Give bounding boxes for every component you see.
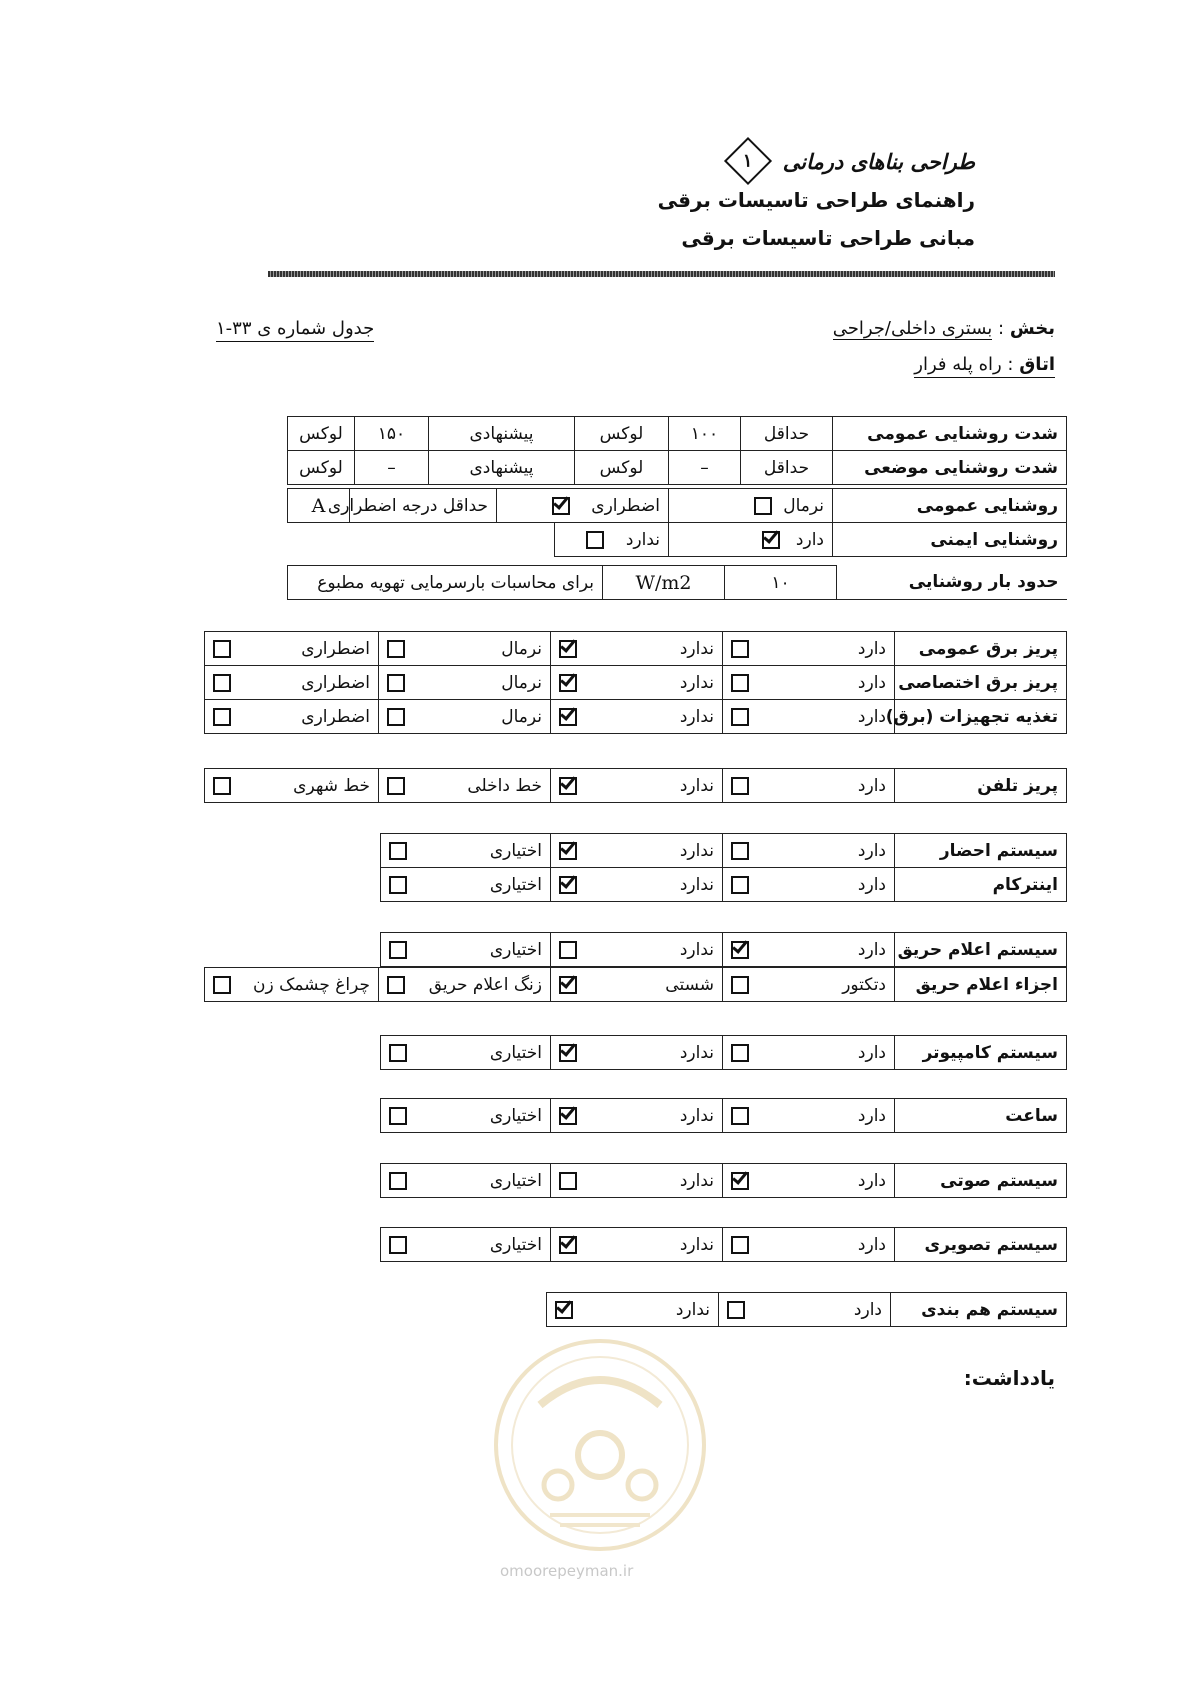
table-row: سیستم هم بندی دارد ندارد bbox=[547, 1293, 1067, 1327]
table-row: شدت روشنایی عمومی حداقل ۱۰۰ لوکس پیشنهادی ۱۵۰ لوکس bbox=[288, 417, 1067, 451]
checkbox[interactable] bbox=[213, 674, 231, 692]
checkbox[interactable] bbox=[213, 708, 231, 726]
checkbox[interactable] bbox=[559, 1107, 577, 1125]
table-row: پریز برق اختصاصی دارد ندارد نرمال اضطراری bbox=[205, 666, 1067, 700]
emergency-table bbox=[287, 488, 1067, 523]
table-row: تغذیه تجهیزات (برق) دارد ندارد نرمال اضطراری bbox=[205, 700, 1067, 734]
checkbox[interactable] bbox=[559, 1172, 577, 1190]
computer-table bbox=[380, 1035, 1067, 1070]
checkbox[interactable] bbox=[555, 1301, 573, 1319]
checkbox[interactable] bbox=[387, 708, 405, 726]
doc-subtitle-2: مبانی طراحی تاسیسات برقی bbox=[681, 226, 975, 250]
checkbox[interactable] bbox=[731, 708, 749, 726]
checkbox[interactable] bbox=[389, 876, 407, 894]
table-row: ساعت دارد ندارد اختیاری bbox=[381, 1099, 1067, 1133]
checkbox[interactable] bbox=[387, 674, 405, 692]
safety-no-checkbox[interactable] bbox=[586, 531, 604, 549]
checkbox[interactable] bbox=[731, 640, 749, 658]
checkbox[interactable] bbox=[213, 777, 231, 795]
checkbox[interactable] bbox=[731, 1172, 749, 1190]
checkbox[interactable] bbox=[731, 1044, 749, 1062]
table-row: روشنایی عمومی نرمال اضطراری حداقل درجه اضطراری A bbox=[288, 489, 1067, 523]
emergency-checkbox[interactable] bbox=[552, 497, 570, 515]
video-table bbox=[380, 1227, 1067, 1262]
table-row: سیستم اعلام حریق دارد ندارد اختیاری bbox=[381, 933, 1067, 967]
table-row: پریز تلفن دارد ندارد خط داخلی خط شهری bbox=[205, 769, 1067, 803]
call-table bbox=[380, 833, 1067, 902]
number-badge: ۱ bbox=[724, 137, 772, 185]
fire-table bbox=[380, 932, 1067, 967]
checkbox[interactable] bbox=[389, 1236, 407, 1254]
table-row: اجزاء اعلام حریق دتکتور شستی زنگ اعلام حریق چراغ چشمک زن bbox=[205, 968, 1067, 1002]
checkbox[interactable] bbox=[731, 876, 749, 894]
sound-table bbox=[380, 1163, 1067, 1198]
header-rule bbox=[268, 271, 1055, 277]
table-row: سیستم احضار دارد ندارد اختیاری bbox=[381, 834, 1067, 868]
table-row: سیستم کامپیوتر دارد ندارد اختیاری bbox=[381, 1036, 1067, 1070]
checkbox[interactable] bbox=[731, 777, 749, 795]
section-field: بخش : بستری داخلی/جراحی bbox=[832, 318, 1055, 339]
table-row: شدت روشنایی موضعی حداقل – لوکس پیشنهادی – لوکس bbox=[288, 451, 1067, 485]
checkbox[interactable] bbox=[559, 708, 577, 726]
room-field: اتاق : راه پله فرار bbox=[914, 354, 1055, 378]
table-number: جدول شماره ی ۳۳-۱ bbox=[216, 318, 374, 342]
checkbox[interactable] bbox=[213, 640, 231, 658]
checkbox[interactable] bbox=[559, 1236, 577, 1254]
note-label: یادداشت: bbox=[963, 1366, 1055, 1390]
checkbox[interactable] bbox=[387, 777, 405, 795]
table-row: سیستم تصویری دارد ندارد اختیاری bbox=[381, 1228, 1067, 1262]
checkbox[interactable] bbox=[389, 842, 407, 860]
lighting-table bbox=[287, 416, 1067, 485]
checkbox[interactable] bbox=[727, 1301, 745, 1319]
checkbox[interactable] bbox=[389, 941, 407, 959]
fire-parts-table bbox=[204, 967, 1067, 1002]
checkbox[interactable] bbox=[559, 777, 577, 795]
table-row: سیستم صوتی دارد ندارد اختیاری bbox=[381, 1164, 1067, 1198]
checkbox[interactable] bbox=[559, 640, 577, 658]
checkbox[interactable] bbox=[389, 1172, 407, 1190]
checkbox[interactable] bbox=[731, 842, 749, 860]
table-row: حدود بار روشنایی ۱۰ W/m2 برای محاسبات بارسرمایی تهویه مطبوع bbox=[288, 566, 1067, 600]
checkbox[interactable] bbox=[731, 976, 749, 994]
normal-checkbox[interactable] bbox=[754, 497, 772, 515]
checkbox[interactable] bbox=[387, 976, 405, 994]
load-table bbox=[287, 565, 1067, 600]
checkbox[interactable] bbox=[731, 1236, 749, 1254]
doc-subtitle: راهنمای طراحی تاسیسات برقی bbox=[657, 188, 975, 212]
sockets-table bbox=[204, 631, 1067, 734]
phone-table bbox=[204, 768, 1067, 803]
checkbox[interactable] bbox=[559, 842, 577, 860]
checkbox[interactable] bbox=[731, 674, 749, 692]
checkbox[interactable] bbox=[559, 674, 577, 692]
checkbox[interactable] bbox=[559, 941, 577, 959]
watermark-text: omoorepeyman.ir bbox=[500, 1562, 634, 1580]
checkbox[interactable] bbox=[389, 1107, 407, 1125]
table-row: اینترکام دارد ندارد اختیاری bbox=[381, 868, 1067, 902]
bonding-table bbox=[546, 1292, 1067, 1327]
safety-lighting-table bbox=[554, 522, 1067, 557]
table-row: پریز برق عمومی دارد ندارد نرمال اضطراری bbox=[205, 632, 1067, 666]
watermark-seal-icon bbox=[490, 1335, 710, 1555]
checkbox[interactable] bbox=[387, 640, 405, 658]
checkbox[interactable] bbox=[731, 941, 749, 959]
safety-yes-checkbox[interactable] bbox=[762, 531, 780, 549]
checkbox[interactable] bbox=[559, 976, 577, 994]
clock-table bbox=[380, 1098, 1067, 1133]
checkbox[interactable] bbox=[559, 1044, 577, 1062]
checkbox[interactable] bbox=[559, 876, 577, 894]
checkbox[interactable] bbox=[389, 1044, 407, 1062]
checkbox[interactable] bbox=[731, 1107, 749, 1125]
table-row: روشنایی ایمنی دارد ندارد bbox=[555, 523, 1067, 557]
checkbox[interactable] bbox=[213, 976, 231, 994]
doc-title: طراحی بناهای درمانی ۱ bbox=[731, 144, 975, 178]
